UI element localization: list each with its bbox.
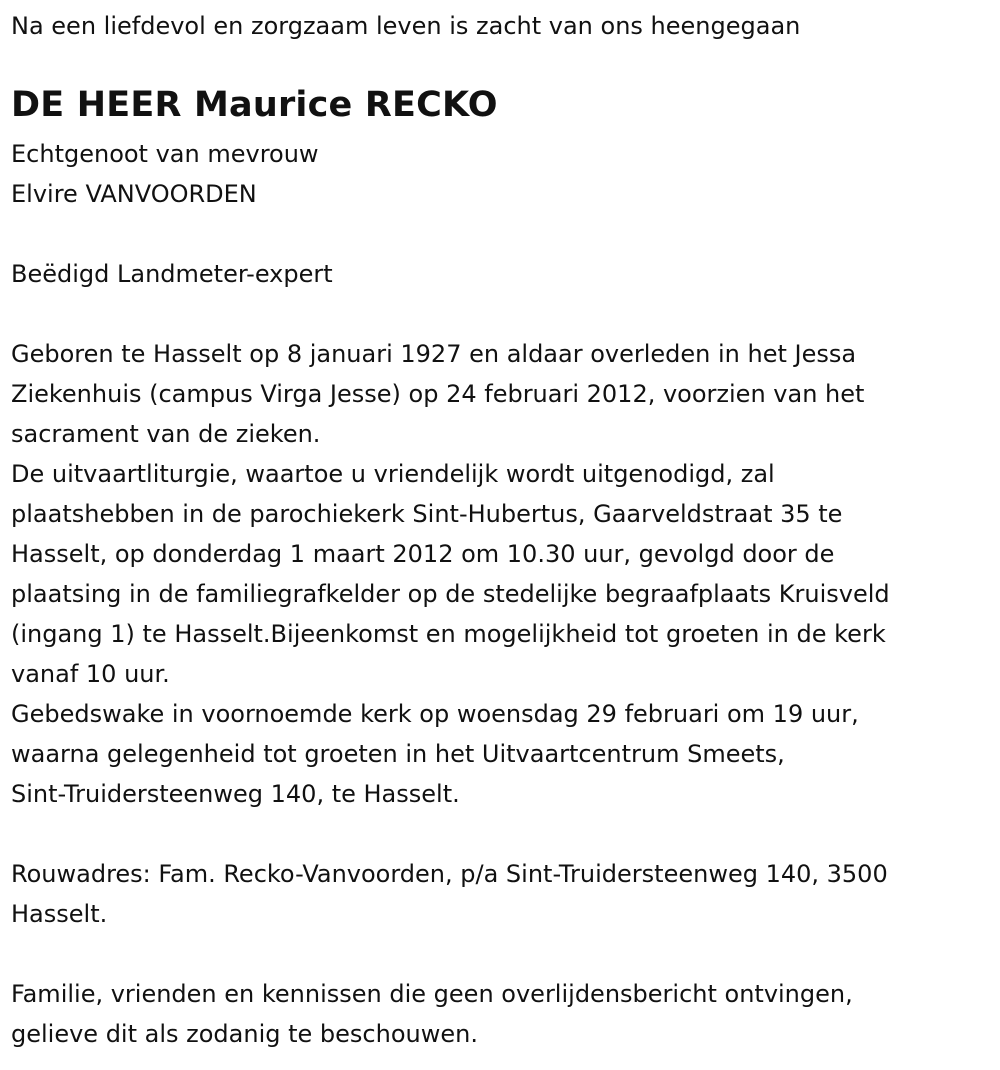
details-line: plaatsing in de familiegrafkelder op de stedelijke begraafplaats Kruisveld [11, 580, 890, 608]
details-line: plaatshebben in de parochiekerk Sint-Hubertus, Gaarveldstraat 35 te [11, 500, 843, 528]
deceased-name: DE HEER Maurice RECKO [11, 85, 498, 125]
details-line: Ziekenhuis (campus Virga Jesse) op 24 februari 2012, voorzien van het [11, 380, 865, 408]
details-line: waarna gelegenheid tot groeten in het Uitvaartcentrum Smeets, [11, 740, 785, 768]
profession-text: Beëdigd Landmeter-expert [11, 260, 333, 288]
details-line: Sint-Truidersteenweg 140, te Hasselt. [11, 780, 460, 808]
intro-text: Na een liefdevol en zorgzaam leven is zacht van ons heengegaan [11, 12, 801, 40]
details-line: Geboren te Hasselt op 8 januari 1927 en aldaar overleden in het Jessa [11, 340, 857, 368]
spouse-line: Elvire VANVOORDEN [11, 180, 257, 208]
details-line: sacrament van de zieken. [11, 420, 321, 448]
details-line: (ingang 1) te Hasselt.Bijeenkomst en mogelijkheid tot groeten in de kerk [11, 620, 886, 648]
details-line: Hasselt, op donderdag 1 maart 2012 om 10.30 uur, gevolgd door de [11, 540, 835, 568]
spouse-line: Echtgenoot van mevrouw [11, 140, 319, 168]
closing-line: Familie, vrienden en kennissen die geen overlijdensbericht ontvingen, [11, 980, 853, 1008]
spouse-section [11, 134, 319, 214]
address-line: Hasselt. [11, 900, 108, 928]
profession-section [11, 254, 333, 294]
address-line: Rouwadres: Fam. Recko-Vanvoorden, p/a Sint-Truidersteenweg 140, 3500 [11, 860, 888, 888]
details-line: vanaf 10 uur. [11, 660, 170, 688]
condolence-address-section [11, 854, 888, 934]
details-line: De uitvaartliturgie, waartoe u vriendelijk wordt uitgenodigd, zal [11, 460, 775, 488]
closing-line: gelieve dit als zodanig te beschouwen. [11, 1020, 478, 1048]
details-line: Gebedswake in voornoemde kerk op woensdag 29 februari om 19 uur, [11, 700, 859, 728]
details-section [11, 334, 890, 814]
closing-section [11, 974, 853, 1054]
